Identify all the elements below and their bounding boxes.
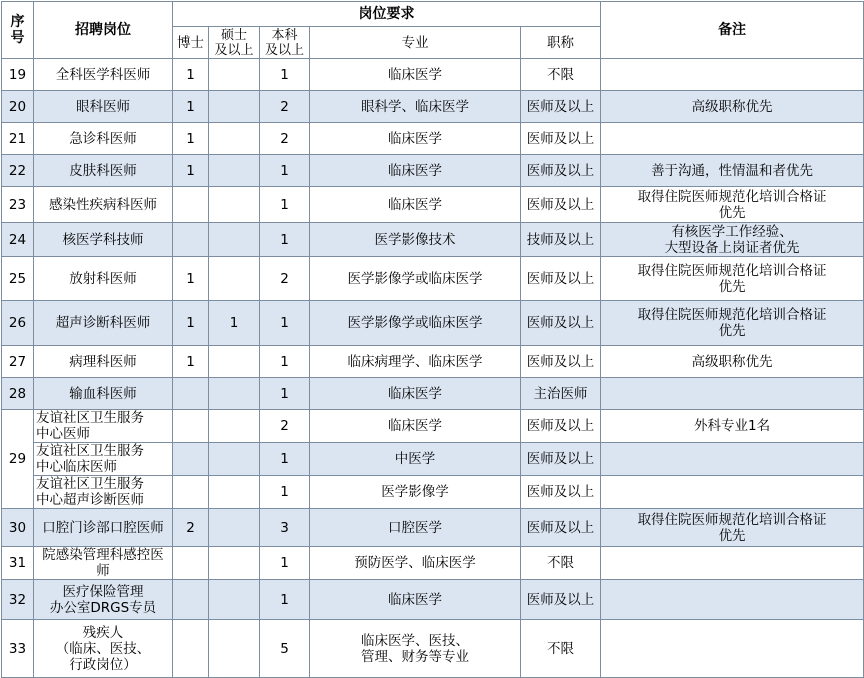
row-title: 医师及以上: [521, 580, 601, 620]
row-position: 口腔门诊部口腔医师: [34, 509, 173, 547]
row-major: 临床医学: [310, 59, 521, 91]
row-seq: 19: [2, 59, 34, 91]
row-major: 预防医学、临床医学: [310, 547, 521, 580]
row-doctor: [173, 410, 209, 443]
row-seq: 27: [2, 346, 34, 378]
row-seq: 21: [2, 123, 34, 155]
row-master: [209, 378, 260, 410]
row-major: 临床医学: [310, 410, 521, 443]
row-position: 全科医学科医师: [34, 59, 173, 91]
table-row: [2, 223, 864, 257]
row-doctor: 1: [173, 301, 209, 346]
row-bachelor: 3: [260, 509, 310, 547]
table-row: [2, 123, 864, 155]
table-body: [2, 59, 864, 410]
row-position: 放射科医师: [34, 257, 173, 301]
row-title: 医师及以上: [521, 257, 601, 301]
row-doctor: 1: [173, 91, 209, 123]
row-title: 医师及以上: [521, 187, 601, 223]
row-master: [209, 155, 260, 187]
row-bachelor: 1: [260, 155, 310, 187]
row-seq: 30: [2, 509, 34, 547]
row-bachelor: 1: [260, 346, 310, 378]
row-remarks: 取得住院医师规范化培训合格证 优先: [601, 257, 864, 301]
header-row-top: [2, 2, 864, 27]
row-title: 医师及以上: [521, 301, 601, 346]
table-row: [2, 378, 864, 410]
row-remarks: 外科专业1名: [601, 410, 864, 443]
table-row: [2, 346, 864, 378]
table-row: [2, 620, 864, 678]
row-bachelor: 1: [260, 301, 310, 346]
row-title: 主治医师: [521, 378, 601, 410]
row-title: 医师及以上: [521, 443, 601, 476]
table-body-group-29: [2, 410, 864, 509]
row-bachelor: 1: [260, 378, 310, 410]
row-master: [209, 59, 260, 91]
row-remarks: 高级职称优先: [601, 91, 864, 123]
row-doctor: 1: [173, 346, 209, 378]
row-major: 眼科学、临床医学: [310, 91, 521, 123]
row-bachelor: 2: [260, 91, 310, 123]
row-master: [209, 476, 260, 509]
row-position: 医疗保险管理 办公室DRGS专员: [34, 580, 173, 620]
table-row: [2, 187, 864, 223]
table-row: [2, 476, 864, 509]
row-bachelor: 1: [260, 187, 310, 223]
table-row: [2, 59, 864, 91]
row-remarks: 取得住院医师规范化培训合格证 优先: [601, 301, 864, 346]
table-row: [2, 547, 864, 580]
row-major: 口腔医学: [310, 509, 521, 547]
row-title: 医师及以上: [521, 476, 601, 509]
row-remarks: [601, 59, 864, 91]
row-position: 院感染管理科感控医师: [34, 547, 173, 580]
row-major: 临床病理学、临床医学: [310, 346, 521, 378]
row-position: 残疾人 （临床、医技、 行政岗位）: [34, 620, 173, 678]
row-master: [209, 547, 260, 580]
row-major: 医学影像学或临床医学: [310, 301, 521, 346]
header-requirements: 岗位要求: [173, 2, 601, 27]
header-master: 硕士 及以上: [209, 27, 260, 59]
row-title: 不限: [521, 547, 601, 580]
row-title: 不限: [521, 59, 601, 91]
row-remarks: [601, 378, 864, 410]
table-row: [2, 257, 864, 301]
row-remarks: 有核医学工作经验、 大型设备上岗证者优先: [601, 223, 864, 257]
row-position: 友谊社区卫生服务 中心超声诊断医师: [34, 476, 173, 509]
row-seq: 23: [2, 187, 34, 223]
table-row: [2, 301, 864, 346]
row-doctor: [173, 620, 209, 678]
row-bachelor: 1: [260, 476, 310, 509]
header-remarks: 备注: [601, 2, 864, 59]
table-row: [2, 443, 864, 476]
row-seq: 22: [2, 155, 34, 187]
row-remarks: [601, 547, 864, 580]
row-title: 医师及以上: [521, 123, 601, 155]
row-position: 眼科医师: [34, 91, 173, 123]
row-position: 核医学科技师: [34, 223, 173, 257]
row-major: 临床医学: [310, 155, 521, 187]
row-title: 技师及以上: [521, 223, 601, 257]
row-title: 医师及以上: [521, 91, 601, 123]
header-position: 招聘岗位: [34, 2, 173, 59]
row-doctor: 1: [173, 59, 209, 91]
row-title: 不限: [521, 620, 601, 678]
row-position: 感染性疾病科医师: [34, 187, 173, 223]
row-remarks: [601, 443, 864, 476]
row-remarks: [601, 580, 864, 620]
table-body-lower: [2, 509, 864, 678]
row-doctor: [173, 476, 209, 509]
row-seq: 31: [2, 547, 34, 580]
row-position: 友谊社区卫生服务 中心医师: [34, 410, 173, 443]
row-major: 医学影像技术: [310, 223, 521, 257]
row-seq: 26: [2, 301, 34, 346]
row-major: 中医学: [310, 443, 521, 476]
row-position: 病理科医师: [34, 346, 173, 378]
row-major: 临床医学、医技、 管理、财务等专业: [310, 620, 521, 678]
row-remarks: [601, 620, 864, 678]
header-title: 职称: [521, 27, 601, 59]
row-major: 临床医学: [310, 123, 521, 155]
header-seq: 序号: [2, 2, 34, 59]
row-doctor: 1: [173, 155, 209, 187]
header-major: 专业: [310, 27, 521, 59]
row-bachelor: 1: [260, 59, 310, 91]
row-seq: 25: [2, 257, 34, 301]
row-doctor: 1: [173, 257, 209, 301]
row-doctor: 2: [173, 509, 209, 547]
row-master: [209, 257, 260, 301]
row-bachelor: 1: [260, 443, 310, 476]
row-bachelor: 2: [260, 257, 310, 301]
row-doctor: [173, 223, 209, 257]
row-remarks: 高级职称优先: [601, 346, 864, 378]
row-doctor: 1: [173, 123, 209, 155]
row-title: 医师及以上: [521, 410, 601, 443]
row-position: 急诊科医师: [34, 123, 173, 155]
table-row: [2, 509, 864, 547]
row-remarks: 取得住院医师规范化培训合格证 优先: [601, 187, 864, 223]
row-master: [209, 509, 260, 547]
row-position: 输血科医师: [34, 378, 173, 410]
row-position: 友谊社区卫生服务 中心临床医师: [34, 443, 173, 476]
row-bachelor: 2: [260, 123, 310, 155]
row-doctor: [173, 580, 209, 620]
row-doctor: [173, 443, 209, 476]
row-bachelor: 1: [260, 547, 310, 580]
row-title: 医师及以上: [521, 155, 601, 187]
row-master: [209, 443, 260, 476]
row-master: [209, 410, 260, 443]
row-seq: 20: [2, 91, 34, 123]
row-bachelor: 1: [260, 580, 310, 620]
row-doctor: [173, 547, 209, 580]
row-seq: 28: [2, 378, 34, 410]
table-row: [2, 410, 864, 443]
row-master: [209, 187, 260, 223]
row-seq: 24: [2, 223, 34, 257]
row-master: [209, 580, 260, 620]
row-seq: 33: [2, 620, 34, 678]
row-major: 临床医学: [310, 580, 521, 620]
table-row: [2, 580, 864, 620]
row-seq: 32: [2, 580, 34, 620]
row-master: [209, 346, 260, 378]
recruitment-table: [1, 1, 864, 678]
row-title: 医师及以上: [521, 509, 601, 547]
header-doctor: 博士: [173, 27, 209, 59]
row-bachelor: 5: [260, 620, 310, 678]
row-doctor: [173, 378, 209, 410]
row-remarks: 取得住院医师规范化培训合格证 优先: [601, 509, 864, 547]
table-row: [2, 155, 864, 187]
row-doctor: [173, 187, 209, 223]
row-bachelor: 2: [260, 410, 310, 443]
row-remarks: [601, 476, 864, 509]
header-bachelor: 本科 及以上: [260, 27, 310, 59]
row-remarks: [601, 123, 864, 155]
row-bachelor: 1: [260, 223, 310, 257]
row-position: 皮肤科医师: [34, 155, 173, 187]
row-major: 临床医学: [310, 378, 521, 410]
row-master: [209, 620, 260, 678]
row-master: [209, 123, 260, 155]
row-major: 医学影像学: [310, 476, 521, 509]
row-major: 临床医学: [310, 187, 521, 223]
table-row: [2, 91, 864, 123]
row-seq: 29: [2, 410, 34, 509]
row-position: 超声诊断科医师: [34, 301, 173, 346]
row-master: [209, 223, 260, 257]
row-major: 医学影像学或临床医学: [310, 257, 521, 301]
row-remarks: 善于沟通，性情温和者优先: [601, 155, 864, 187]
row-title: 医师及以上: [521, 346, 601, 378]
row-master: [209, 91, 260, 123]
row-master: 1: [209, 301, 260, 346]
